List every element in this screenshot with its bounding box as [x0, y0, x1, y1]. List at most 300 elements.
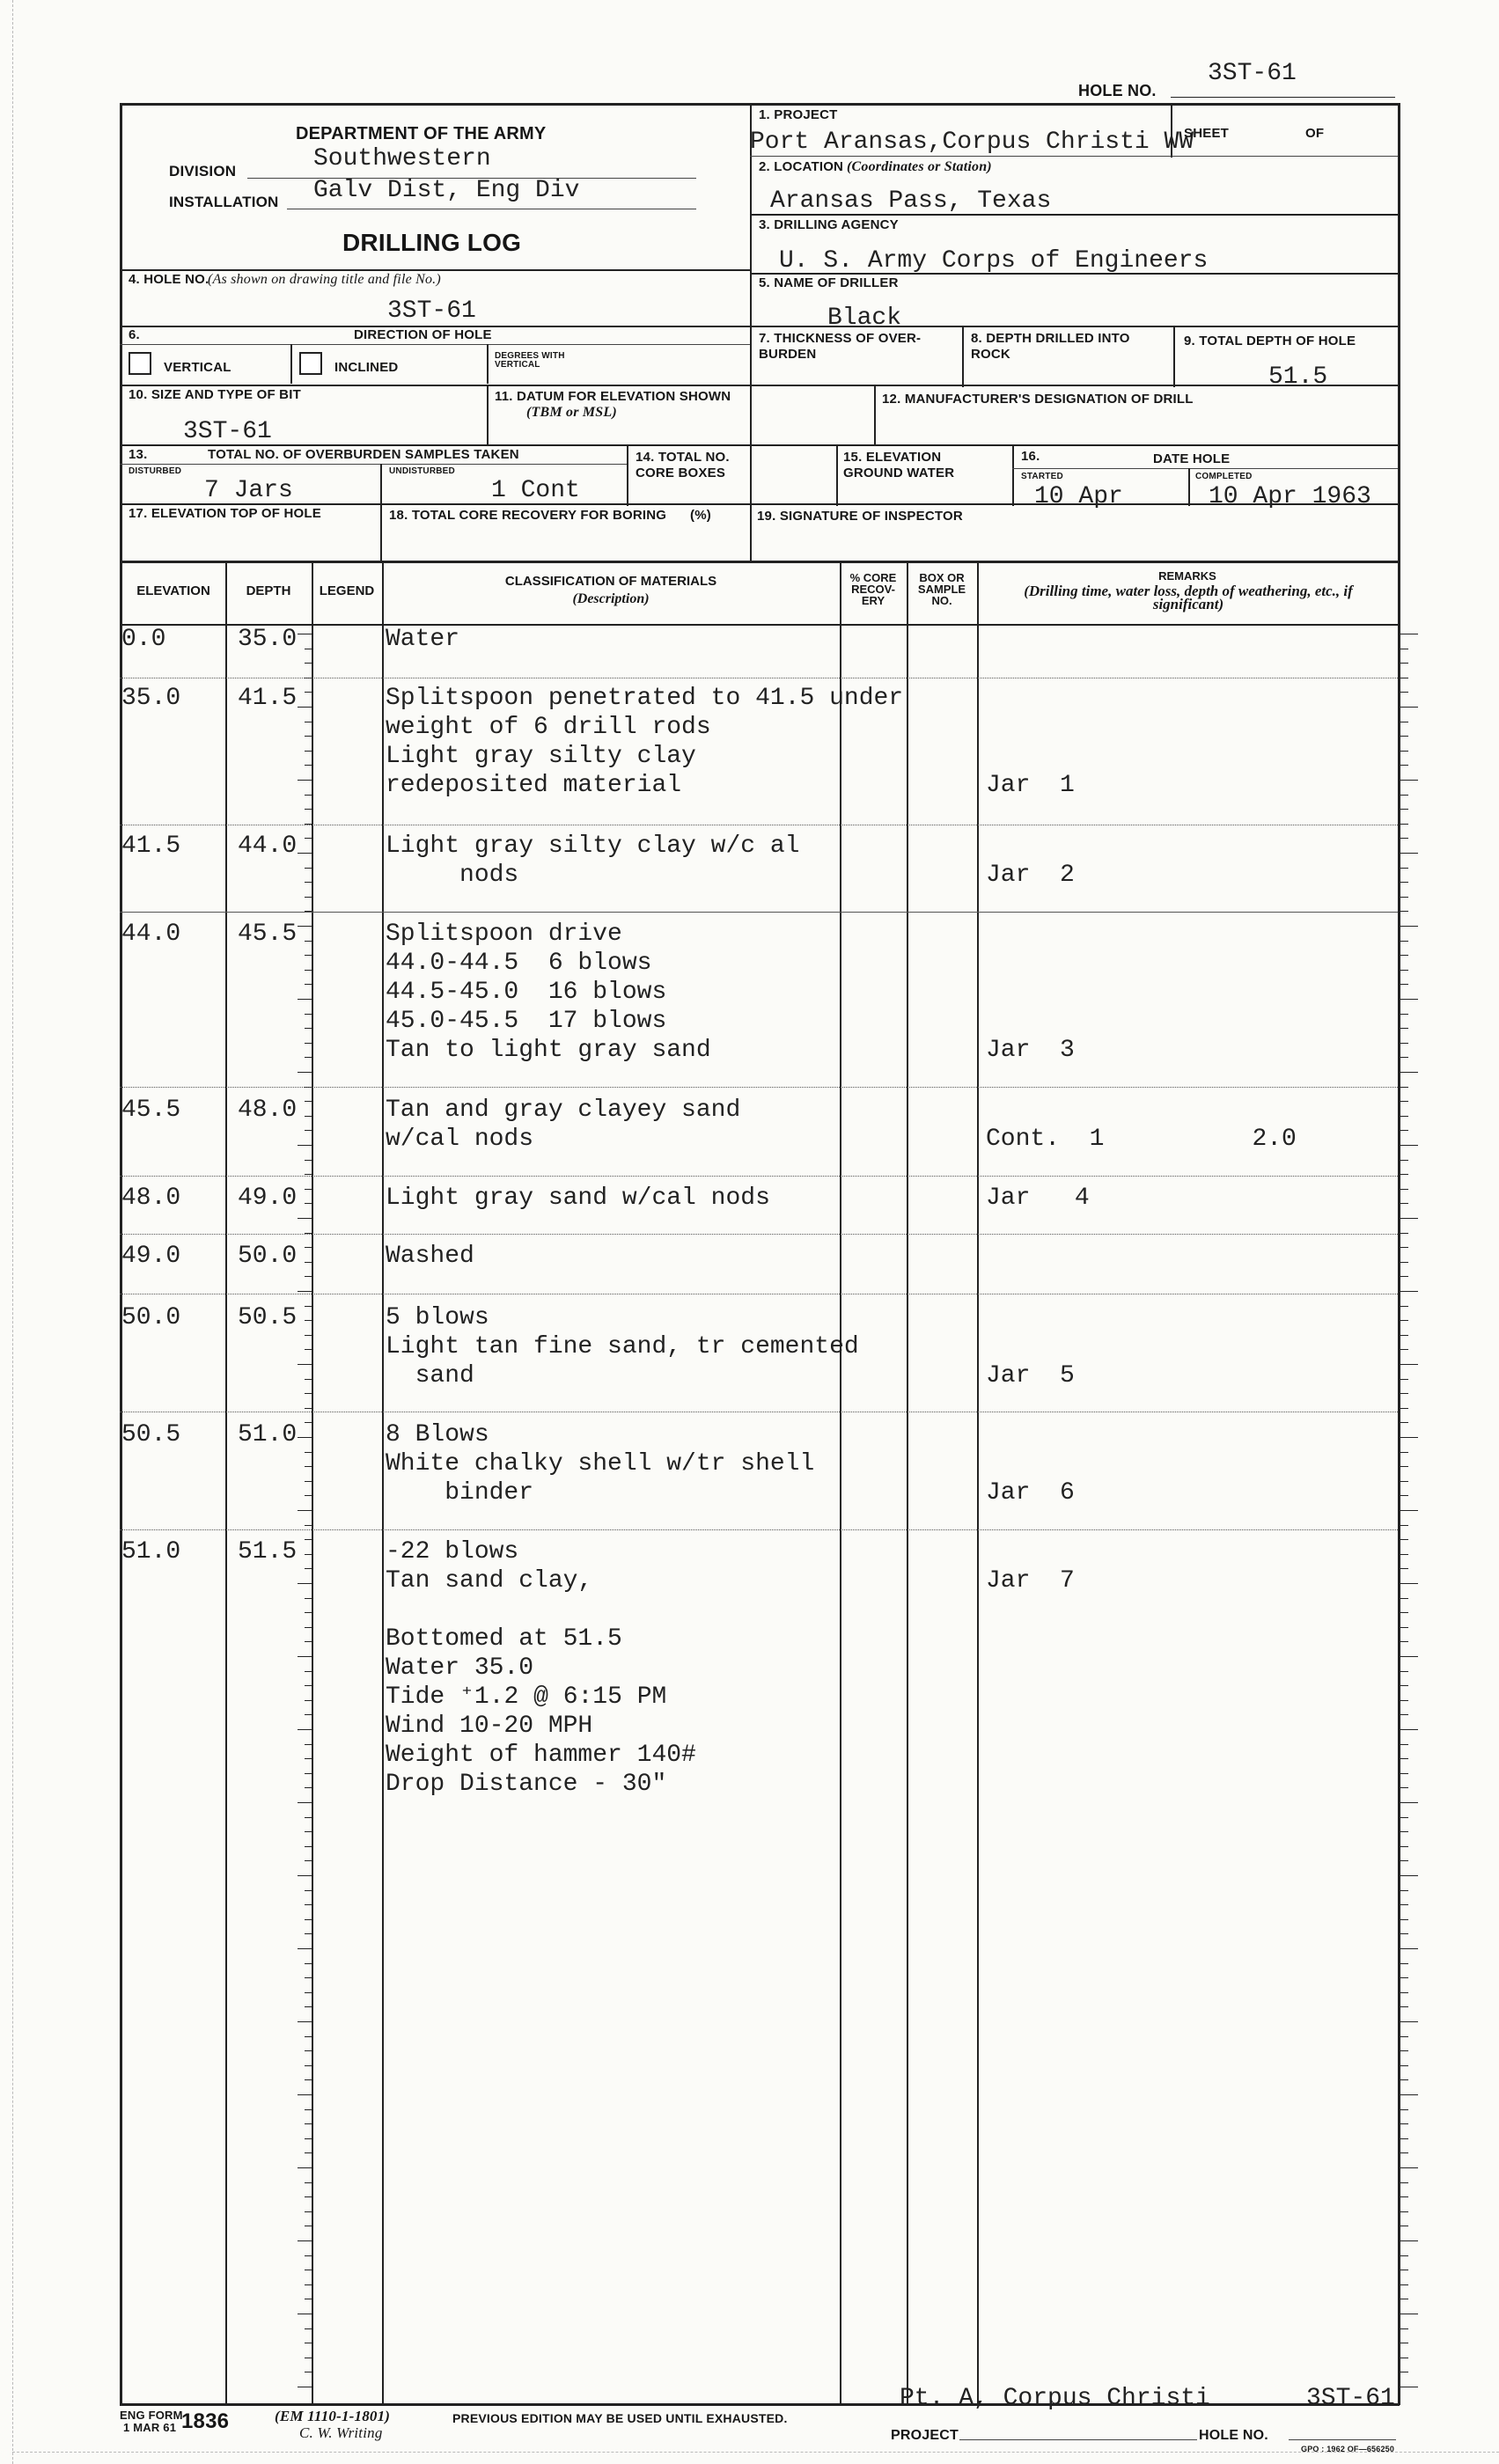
depth-tick: [305, 1685, 312, 1686]
row-desc-line: 45.0-45.5 17 blows: [386, 1008, 667, 1035]
row-elevation: 50.5: [121, 1421, 181, 1448]
depth-tick: [298, 2021, 312, 2022]
row17-top: [120, 503, 1400, 505]
row-desc-line: w/cal nods: [386, 1126, 534, 1153]
row-desc-line: Light tan fine sand, tr cemented: [386, 1333, 859, 1360]
depth-tick: [298, 1291, 312, 1292]
depth-tick: [305, 1116, 312, 1117]
depth-tick: [305, 2152, 312, 2153]
row-desc-line: 8 Blows: [386, 1421, 489, 1448]
depth-tick: [305, 1452, 312, 1453]
depth-tick: [305, 1276, 312, 1277]
row-separator: [120, 1529, 1398, 1530]
core-recovery-unit: (%): [690, 508, 711, 523]
row-separator: [120, 1087, 1398, 1088]
footer-hole-no-underline: [1289, 2439, 1396, 2440]
depth-tick: [298, 2240, 312, 2241]
margin-tick: [1400, 1233, 1408, 1234]
margin-tick: [1400, 1189, 1408, 1190]
margin-tick: [1400, 1349, 1408, 1350]
margin-tick: [1400, 1919, 1408, 1920]
margin-tick: [1400, 1364, 1418, 1365]
margin-tick: [1400, 1043, 1408, 1044]
depth-tick: [305, 1773, 312, 1774]
row-elevation: 49.0: [121, 1243, 181, 1270]
margin-tick: [1400, 2006, 1408, 2007]
overburden-label: 7. THICKNESS OF OVER- BURDEN: [759, 331, 922, 362]
depth-tick: [298, 853, 312, 854]
depth-tick: [305, 2138, 312, 2139]
disturbed-label: DISTURBED: [129, 466, 182, 476]
depth-tick: [305, 1393, 312, 1394]
margin-tick: [1400, 970, 1408, 971]
margin-tick: [1400, 2079, 1408, 2080]
row-elevation: 48.0: [121, 1184, 181, 1212]
margin-tick: [1400, 868, 1408, 869]
margin-tick: [1400, 2182, 1408, 2183]
row-desc-line: Water: [386, 626, 460, 653]
margin-tick: [1400, 1393, 1408, 1394]
date-div: [1012, 444, 1014, 506]
depth-tick: [298, 999, 312, 1000]
depth-tick: [305, 1758, 312, 1759]
row-desc-line: binder: [386, 1479, 534, 1507]
depth-tick: [305, 1481, 312, 1482]
overburden-div: [962, 326, 964, 387]
margin-tick: [1400, 1933, 1408, 1934]
margin-tick: [1400, 1014, 1408, 1015]
core-recovery-label: 18. TOTAL CORE RECOVERY FOR BORING: [389, 508, 667, 523]
margin-tick: [1400, 2167, 1418, 2168]
margin-tick: [1400, 1773, 1408, 1774]
margin-tick: [1400, 2240, 1418, 2241]
depth-tick: [305, 736, 312, 737]
disturbed-value: 7 Jars: [204, 477, 293, 504]
margin-tick: [1400, 1057, 1408, 1058]
row-desc-line: Splitspoon penetrated to 41.5 under: [386, 685, 904, 712]
core-boxes-div-left: [627, 444, 628, 506]
row-desc-line: 5 blows: [386, 1304, 489, 1331]
margin-tick: [1400, 1875, 1418, 1876]
margin-tick: [1400, 1992, 1408, 1993]
driller-label: 5. NAME OF DRILLER: [759, 275, 899, 290]
margin-tick: [1400, 1276, 1408, 1277]
margin-tick: [1400, 2036, 1408, 2037]
depth-tick: [298, 2094, 312, 2095]
row-desc-line: 44.5-45.0 16 blows: [386, 979, 667, 1006]
inclined-checkbox[interactable]: [299, 352, 322, 375]
depth-tick: [305, 941, 312, 942]
row17-div1: [380, 503, 382, 562]
bit-label: 10. SIZE AND TYPE OF BIT: [129, 387, 301, 402]
margin-tick: [1400, 1904, 1408, 1905]
margin-tick: [1400, 663, 1408, 664]
margin-tick: [1400, 941, 1408, 942]
row-desc-line: White chalky shell w/tr shell: [386, 1450, 815, 1478]
margin-tick: [1400, 1291, 1418, 1292]
margin-tick: [1400, 897, 1408, 898]
margin-tick: [1400, 809, 1408, 810]
margin-tick: [1400, 1641, 1408, 1642]
margin-tick: [1400, 1554, 1408, 1555]
depth-tick: [305, 2255, 312, 2256]
row-elevation: 35.0: [121, 685, 181, 712]
agency-value: U. S. Army Corps of Engineers: [779, 247, 1209, 275]
margin-tick: [1400, 1525, 1408, 1526]
depth-tick: [305, 1933, 312, 1934]
direction-label: DIRECTION OF HOLE: [354, 327, 492, 342]
started-value: 10 Apr: [1034, 483, 1123, 510]
margin-tick: [1400, 2109, 1408, 2110]
margin-tick: [1400, 926, 1418, 927]
margin-tick: [1400, 751, 1408, 752]
depth-tick: [305, 1495, 312, 1496]
margin-tick: [1400, 999, 1418, 1000]
margin-tick: [1400, 1671, 1408, 1672]
row-desc-line: Tan to light gray sand: [386, 1037, 711, 1064]
margin-tick: [1400, 2328, 1408, 2329]
depth-tick: [305, 1554, 312, 1555]
elev-top-label: 17. ELEVATION TOP OF HOLE: [129, 506, 321, 521]
margin-tick: [1400, 1262, 1408, 1263]
direction-label-line: [120, 344, 750, 345]
depth-tick: [298, 1583, 312, 1584]
depth-tick: [305, 1612, 312, 1613]
hole-no-value: 3ST-61: [1208, 60, 1297, 87]
project-value: Port Aransas,Corpus Christi WW: [750, 128, 1194, 156]
depth-tick: [298, 1802, 312, 1803]
hole-no4-sub: (As shown on drawing title and file No.): [208, 272, 441, 287]
footer-hole-no-value: 3ST-61: [1306, 2385, 1395, 2412]
depth-tick: [298, 1510, 312, 1511]
row-elevation: 0.0: [121, 626, 166, 653]
margin-tick: [1400, 911, 1408, 912]
col-box-sample-header: BOX OR SAMPLE NO.: [917, 571, 966, 607]
depth-tick: [305, 1846, 312, 1847]
depth-tick: [305, 1130, 312, 1131]
row-remark-line: Jar 3: [986, 1037, 1075, 1064]
margin-tick: [1400, 2152, 1408, 2153]
row-desc-line: 44.0-44.5 6 blows: [386, 950, 652, 977]
margin-tick: [1400, 1437, 1418, 1438]
margin-tick: [1400, 765, 1408, 766]
depth-tick: [305, 1014, 312, 1015]
row-remark-line: Jar 6: [986, 1479, 1075, 1507]
date-label: DATE HOLE: [1153, 451, 1231, 466]
row-desc-line: Light gray sand w/cal nods: [386, 1184, 770, 1212]
margin-tick: [1400, 1846, 1408, 1847]
hole-no-label: HOLE NO.: [1078, 82, 1157, 99]
row-desc-line: Weight of hammer 140#: [386, 1742, 696, 1769]
margin-tick: [1400, 853, 1418, 854]
form-number: 1836: [181, 2409, 230, 2433]
margin-tick: [1400, 1656, 1418, 1657]
form-right-border: [1398, 103, 1400, 2405]
depth-tick: [305, 1714, 312, 1715]
depth-tick: [298, 1364, 312, 1365]
row-desc-line: Washed: [386, 1243, 474, 1270]
location-underline: [750, 214, 1398, 216]
row-desc-line: Tan sand clay,: [386, 1567, 593, 1595]
hole-no4-label: 4. HOLE NO.: [129, 272, 209, 287]
row-desc-line: Water 35.0: [386, 1654, 534, 1682]
margin-tick: [1400, 707, 1418, 708]
margin-tick: [1400, 1860, 1408, 1861]
col-line-box: [977, 561, 979, 2405]
datum-sub: (TBM or MSL): [526, 405, 617, 420]
footer-project-label: PROJECT: [891, 2428, 959, 2443]
margin-tick: [1400, 1685, 1408, 1686]
samples-no: 13.: [129, 447, 148, 462]
date-no: 16.: [1021, 449, 1040, 464]
margin-tick: [1400, 984, 1408, 985]
margin-tick: [1400, 2065, 1408, 2066]
vertical-label: VERTICAL: [164, 360, 231, 375]
depth-tick: [305, 1160, 312, 1161]
direction-div2: [487, 344, 489, 384]
margin-tick: [1400, 2138, 1408, 2139]
row-desc-line: -22 blows: [386, 1538, 519, 1566]
depth-tick: [305, 1919, 312, 1920]
margin-tick: [1400, 1948, 1418, 1949]
depth-tick: [305, 2079, 312, 2080]
depth-tick: [305, 2196, 312, 2197]
margin-tick: [1400, 1700, 1408, 1701]
depth-tick: [298, 1218, 312, 1219]
depth-tick: [305, 1320, 312, 1321]
depth-tick: [305, 663, 312, 664]
margin-tick: [1400, 1510, 1418, 1511]
col-remarks-sub: (Drilling time, water loss, depth of weathering, etc., if significant): [1024, 583, 1353, 612]
inclined-label: INCLINED: [334, 360, 399, 375]
direction-no: 6.: [129, 327, 140, 342]
margin-tick: [1400, 2050, 1408, 2051]
depth-tick: [305, 1744, 312, 1745]
depth-tick: [298, 780, 312, 781]
margin-tick: [1400, 1160, 1408, 1161]
depth-tick: [305, 2006, 312, 2007]
depth-tick: [305, 1466, 312, 1467]
depth-tick: [305, 1525, 312, 1526]
margin-tick: [1400, 1481, 1408, 1482]
margin-tick: [1400, 1495, 1408, 1496]
depth-tick: [305, 1057, 312, 1058]
direction-div1: [290, 344, 292, 384]
row-desc-line: redeposited material: [386, 772, 682, 799]
depth-tick: [305, 1992, 312, 1993]
ground-water-label: 15. ELEVATION GROUND WATER: [843, 450, 955, 480]
depth-tick: [305, 1627, 312, 1628]
margin-tick: [1400, 1612, 1408, 1613]
margin-tick: [1400, 1101, 1408, 1102]
depth-tick: [298, 1948, 312, 1949]
margin-tick: [1400, 882, 1408, 883]
margin-tick: [1400, 1218, 1418, 1219]
depth-tick: [305, 1174, 312, 1175]
location-label: 2. LOCATION: [759, 159, 844, 174]
col-line-elevation: [225, 561, 227, 2405]
row-separator: [120, 1176, 1398, 1177]
perforation-edge: [12, 2452, 1499, 2453]
depth-tick: [298, 1729, 312, 1730]
header-center-divider: [750, 103, 752, 562]
depth-tick: [305, 970, 312, 971]
datum-label: 11. DATUM FOR ELEVATION SHOWN: [495, 389, 731, 404]
depth-tick: [305, 1831, 312, 1832]
row-elevation: 44.0: [121, 920, 181, 948]
margin-tick: [1400, 1174, 1408, 1175]
margin-tick: [1400, 824, 1408, 825]
sheet-divider: [1171, 103, 1172, 158]
margin-tick: [1400, 1890, 1408, 1891]
depth-tick: [305, 838, 312, 839]
depth-tick: [305, 1890, 312, 1891]
depth-tick: [305, 2123, 312, 2124]
row4-top: [120, 269, 750, 271]
margin-tick: [1400, 2211, 1408, 2212]
total-depth-value: 51.5: [1268, 363, 1328, 391]
row-elevation: 51.0: [121, 1538, 181, 1566]
row-depth: 48.0: [238, 1096, 298, 1124]
depth-tick: [305, 1860, 312, 1861]
inspector-label: 19. SIGNATURE OF INSPECTOR: [757, 509, 963, 524]
depth-tick: [305, 1817, 312, 1818]
col-line-depth: [312, 561, 313, 2405]
margin-tick: [1400, 1452, 1408, 1453]
depth-tick: [298, 1656, 312, 1657]
margin-tick: [1400, 1627, 1408, 1628]
depth-tick: [305, 1101, 312, 1102]
bit-value: 3ST-61: [183, 418, 272, 445]
depth-tick: [305, 1904, 312, 1905]
row-desc-line: Splitspoon drive: [386, 920, 622, 948]
margin-tick: [1400, 692, 1408, 693]
of-label: OF: [1305, 126, 1325, 141]
col-depth-header: DEPTH: [246, 583, 291, 598]
row-separator: [120, 912, 1398, 913]
depth-tick: [298, 2167, 312, 2168]
started-label: STARTED: [1021, 472, 1063, 481]
col-line-legend: [382, 561, 384, 2405]
depth-tick: [305, 868, 312, 869]
margin-tick: [1400, 1072, 1418, 1073]
depth-tick: [305, 1598, 312, 1599]
depth-tick: [305, 2109, 312, 2110]
previous-edition-note: PREVIOUS EDITION MAY BE USED UNTIL EXHAUSTED.: [452, 2411, 788, 2425]
row10-top: [120, 385, 1400, 386]
depth-tick: [305, 1700, 312, 1701]
depth-tick: [305, 2182, 312, 2183]
margin-tick: [1400, 1466, 1408, 1467]
margin-tick: [1400, 955, 1408, 956]
depth-tick: [305, 1787, 312, 1788]
depth-tick: [305, 795, 312, 796]
depth-tick: [305, 765, 312, 766]
row-depth: 45.5: [238, 920, 298, 948]
vertical-checkbox[interactable]: [129, 352, 151, 375]
depth-tick: [298, 1145, 312, 1146]
rock-div: [1173, 326, 1175, 387]
form-title: DRILLING LOG: [342, 229, 522, 256]
tractor-feed-edge: [0, 0, 13, 2464]
installation-label: INSTALLATION: [169, 194, 279, 210]
margin-tick: [1400, 1306, 1408, 1307]
form-top-border: [120, 103, 1400, 106]
row-depth: 41.5: [238, 685, 298, 712]
margin-tick: [1400, 1145, 1418, 1146]
margin-tick: [1400, 2284, 1408, 2285]
depth-tick: [305, 882, 312, 883]
depth-tick: [305, 692, 312, 693]
depth-tick: [305, 2211, 312, 2212]
margin-tick: [1400, 1130, 1408, 1131]
margin-tick: [1400, 1320, 1408, 1321]
col-line-classification: [840, 561, 841, 2405]
row-desc-line: nods: [386, 862, 519, 889]
margin-tick: [1400, 1583, 1418, 1584]
row-desc-line: Tide ⁺1.2 @ 6:15 PM: [386, 1683, 667, 1711]
margin-tick: [1400, 1568, 1408, 1569]
margin-tick: [1400, 1203, 1408, 1204]
row-depth: 49.0: [238, 1184, 298, 1212]
total-depth-label: 9. TOTAL DEPTH OF HOLE: [1184, 334, 1356, 348]
division-label: DIVISION: [169, 163, 237, 180]
row-depth: 51.0: [238, 1421, 298, 1448]
sheet-label: SHEET: [1184, 126, 1230, 141]
hole-no4-value: 3ST-61: [387, 297, 476, 325]
depth-tick: [305, 1422, 312, 1423]
depth-tick: [305, 984, 312, 985]
row-desc-line: Drop Distance - 30": [386, 1771, 667, 1798]
date-label-line: [1012, 468, 1398, 469]
margin-tick: [1400, 1977, 1408, 1978]
depth-tick: [298, 1437, 312, 1438]
row-remark-line: Cont. 1 2.0: [986, 1126, 1297, 1153]
margin-tick: [1400, 1744, 1408, 1745]
datum-div: [874, 385, 876, 446]
ground-water-div: [836, 444, 838, 506]
depth-tick: [305, 1539, 312, 1540]
depth-tick: [298, 1875, 312, 1876]
row-depth: 50.5: [238, 1304, 298, 1331]
row-desc-line: Wind 10-20 MPH: [386, 1712, 593, 1740]
depth-tick: [305, 809, 312, 810]
depth-tick: [305, 1189, 312, 1190]
footer-project-value: Pt. A, Corpus Christi: [900, 2385, 1210, 2412]
margin-tick: [1400, 1787, 1408, 1788]
margin-tick: [1400, 1087, 1408, 1088]
em-reference: (EM 1110-1-1801): [275, 2408, 391, 2424]
core-boxes-label: 14. TOTAL NO. CORE BOXES: [636, 450, 730, 480]
division-value: Southwestern: [313, 145, 491, 172]
margin-tick: [1400, 1116, 1408, 1117]
completed-label: COMPLETED: [1195, 472, 1253, 481]
margin-tick: [1400, 1247, 1408, 1248]
project-label: 1. PROJECT: [759, 107, 838, 122]
depth-tick: [305, 2065, 312, 2066]
margin-tick: [1400, 795, 1408, 796]
footer-project-underline: [959, 2439, 1197, 2440]
completed-value: 10 Apr 1963: [1209, 483, 1371, 510]
undisturbed-label: UNDISTURBED: [389, 466, 455, 476]
depth-tick: [298, 707, 312, 708]
location-sub: (Coordinates or Station): [847, 159, 992, 174]
margin-tick: [1400, 838, 1408, 839]
bit-div: [487, 385, 489, 446]
row-desc-line: Bottomed at 51.5: [386, 1625, 622, 1653]
depth-tick: [305, 1043, 312, 1044]
depth-tick: [305, 1349, 312, 1350]
